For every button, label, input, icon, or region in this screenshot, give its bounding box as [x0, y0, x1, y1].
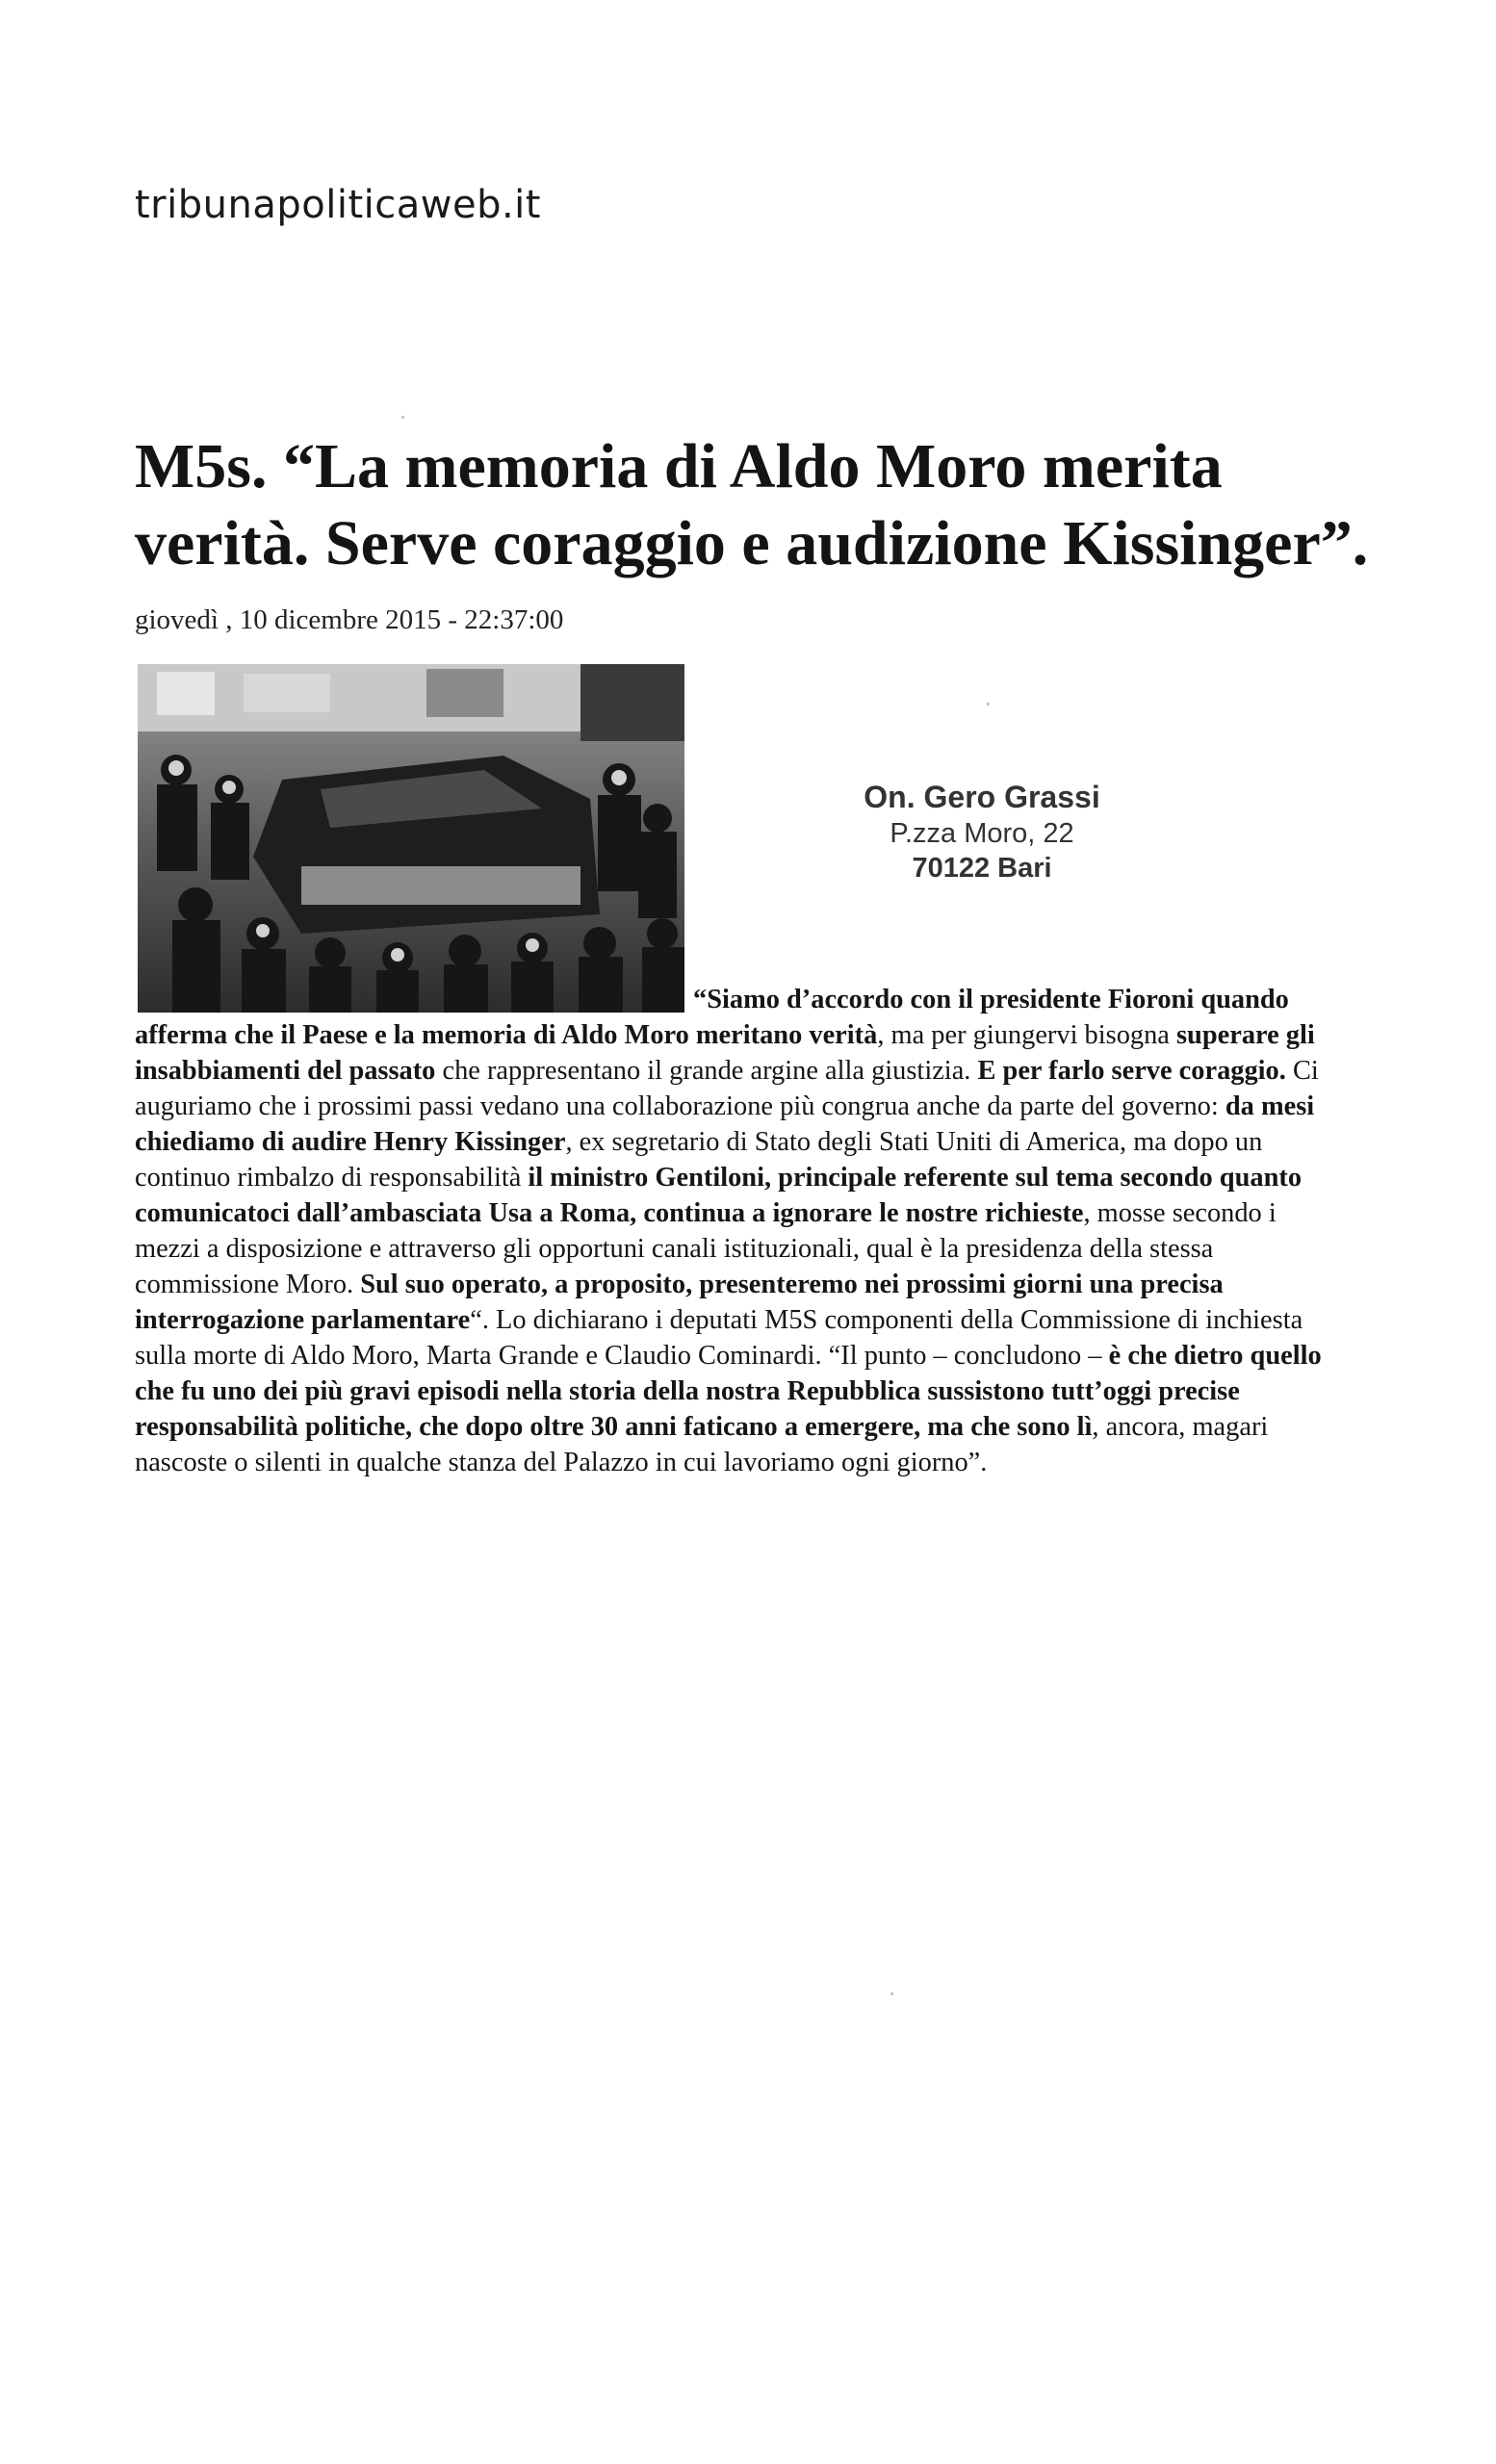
scan-speck: [890, 1992, 893, 1995]
body-bold-run: da mesi chiediamo di audire Henry Kissinger: [135, 1091, 1315, 1157]
stamp-address: P.zza Moro, 22: [890, 818, 1074, 849]
title-line-2: verità. Serve coraggio e audizione Kissinger”.: [135, 508, 1369, 578]
body-bold-run: Sul suo operato, a proposito, presenteremo nei prossimi giorni una precisa interrogazione parlamentare: [135, 1270, 1224, 1335]
body-run: che rappresentano il grande argine alla giustizia.: [435, 1056, 978, 1086]
crowd-photo-illustration: [138, 664, 684, 1013]
body-bold-run: “Siamo d’accordo con il presidente Fioroni quando afferma che il Paese e la memoria di Aldo Moro meritano verità: [135, 985, 1289, 1050]
body-run: “. Lo dichiarano i deputati M5S componenti della Commissione di inchiesta sulla morte di Aldo Moro, Marta Grande e Claudio Cominardi. “Il punto – concludono –: [135, 1305, 1303, 1371]
site-name: tribunapoliticaweb.it: [135, 183, 541, 227]
body-bold-run: superare gli insabbiamenti del passato: [135, 1020, 1315, 1086]
body-run: , ancora, magari nascoste o silenti in qualche stanza del Palazzo in cui lavoriamo ogni giorno”.: [135, 1412, 1269, 1477]
article-body: [135, 982, 1328, 1480]
body-run: , ma per giungervi bisogna: [877, 1020, 1176, 1050]
stamp-name: On. Gero Grassi: [864, 780, 1100, 814]
article-date: giovedì , 10 dicembre 2015 - 22:37:00: [135, 604, 564, 635]
body-bold-run: E per farlo serve coraggio.: [977, 1056, 1286, 1086]
body-text: [135, 985, 1322, 1477]
news-photo: [138, 664, 684, 1013]
article-title: [135, 428, 1386, 582]
stamp-city: 70122 Bari: [912, 853, 1052, 884]
body-run: , ex segretario di Stato degli Stati Uniti di America, ma dopo un continuo rimbalzo di responsabilità: [135, 1127, 1263, 1193]
body-run: Ci auguriamo che i prossimi passi vedano una collaborazione più congrua anche da parte del governo:: [135, 1056, 1319, 1121]
body-bold-run: il ministro Gentiloni, principale referente sul tema secondo quanto comunicatoci dall’ambasciata Usa a Roma, continua a ignorare le nostre richieste: [135, 1163, 1303, 1228]
title-line-1: M5s. “La memoria di Aldo Moro merita: [135, 431, 1223, 501]
body-bold-run: è che dietro quello che fu uno dei più gravi episodi nella storia della nostra Repubblica sussistono tutt’oggi precise responsabilità politiche, che dopo oltre 30 anni faticano a emergere, ma che sono lì: [135, 1341, 1322, 1442]
scan-speck: [401, 416, 404, 419]
address-stamp: [838, 778, 1126, 886]
scan-speck: [987, 703, 990, 706]
body-run: , mosse secondo i mezzi a disposizione e attraverso gli opportuni canali istituzionali, qual è la presidenza della stessa commissione Moro.: [135, 1198, 1277, 1299]
photo-wrap-spacer: [135, 982, 693, 1011]
